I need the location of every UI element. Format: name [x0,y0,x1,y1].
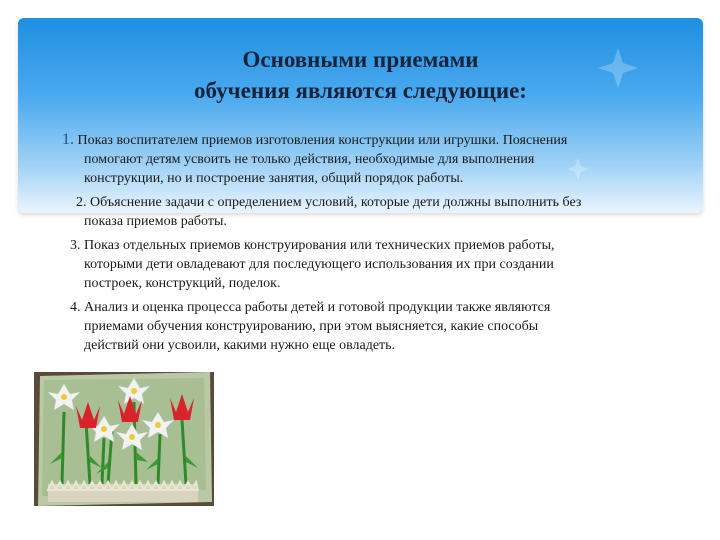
title-line-1: Основными приемами [242,47,479,72]
item-line: построек, конструкций, поделок. [84,276,281,291]
list-item-4 [70,298,670,355]
paper-flowers-photo [34,372,214,506]
flower-craft-illustration [34,372,214,506]
item-line: показа приемов работы. [84,214,227,229]
item-number: 1. [62,131,74,148]
item-line: которыми дети овладевают для последующего использования их при создании [84,257,554,272]
list-item-2 [76,193,676,231]
item-number: 2. [76,195,87,210]
item-line: приемами обучения конструированию, при этом выясняется, какие способы [84,319,539,334]
item-line: конструкции, но и построение занятия, общий порядок работы. [84,171,464,186]
item-number: 3. [70,238,81,253]
slide-title [18,44,703,106]
item-line: действий они усвоили, какими нужно еще овладеть. [84,338,396,353]
item-number: 4. [70,300,81,315]
title-line-2: обучения являются следующие: [194,78,527,103]
item-line: Показ отдельных приемов конструирования или технических приемов работы, [84,238,555,253]
list-item-1 [62,130,662,188]
item-line: Объяснение задачи с определением условий, которые дети должны выполнить без [90,195,582,210]
item-line: Показ воспитателем приемов изготовления конструкции или игрушки. Пояснения [77,133,568,148]
item-line: Анализ и оценка процесса работы детей и готовой продукции также являются [84,300,551,315]
item-line: помогают детям усвоить не только действия, необходимые для выполнения [84,152,535,167]
list-item-3 [70,236,670,293]
